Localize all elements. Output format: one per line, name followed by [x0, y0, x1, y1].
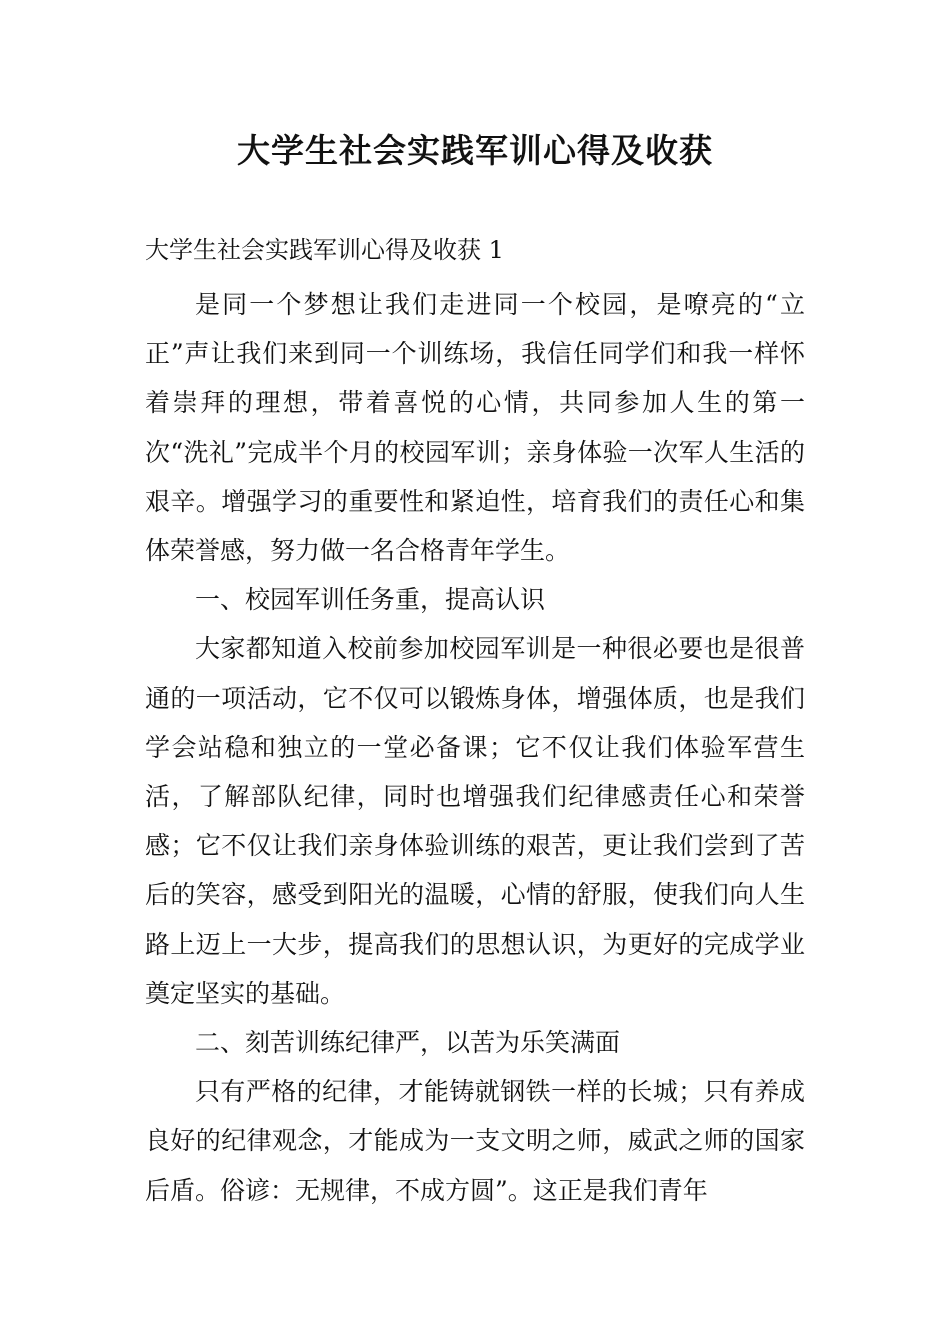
document-title: 大学生社会实践军训心得及收获 — [237, 131, 713, 170]
document-body — [145, 280, 805, 1215]
section-heading: 大学生社会实践军训心得及收获 1 — [145, 236, 504, 264]
heading-one: 一、校园军训任务重，提高认识 — [195, 585, 546, 615]
paragraph-two: 只有严格的纪律，才能铸就钢铁一样的长城；只有养成良好的纪律观念，才能成为一支文明之师，威武之师的国家后盾。俗谚：无规律，不成方圆”。这正是我们青年 — [145, 1077, 805, 1205]
paragraph-one: 大家都知道入校前参加校园军训是一种很必要也是很普通的一项活动，它不仅可以锻炼身体，增强体质，也是我们学会站稳和独立的一堂必备课；它不仅让我们体验军营生活，了解部队纪律，同时也增强我们纪律感责任心和荣誉感；它不仅让我们亲身体验训练的艰苦，更让我们尝到了苦后的笑容，感受到阳光的温暖，心情的舒服，使我们向人生路上迈上一大步，提高我们的思想认识，为更好的完成学业奠定坚实的基础。 — [145, 634, 805, 1008]
heading-two: 二、刻苦训练纪律严，以苦为乐笑满面 — [195, 1028, 621, 1058]
paragraph-intro: 是同一个梦想让我们走进同一个校园，是嘹亮的“立正”声让我们来到同一个训练场，我信任同学们和我一样怀着崇拜的理想，带着喜悦的心情，共同参加人生的第一次“洗礼”完成半个月的校园军训；亲身体验一次军人生活的艰辛。增强学习的重要性和紧迫性，培育我们的责任心和集体荣誉感，努力做一名合格青年学生。 — [145, 290, 805, 566]
